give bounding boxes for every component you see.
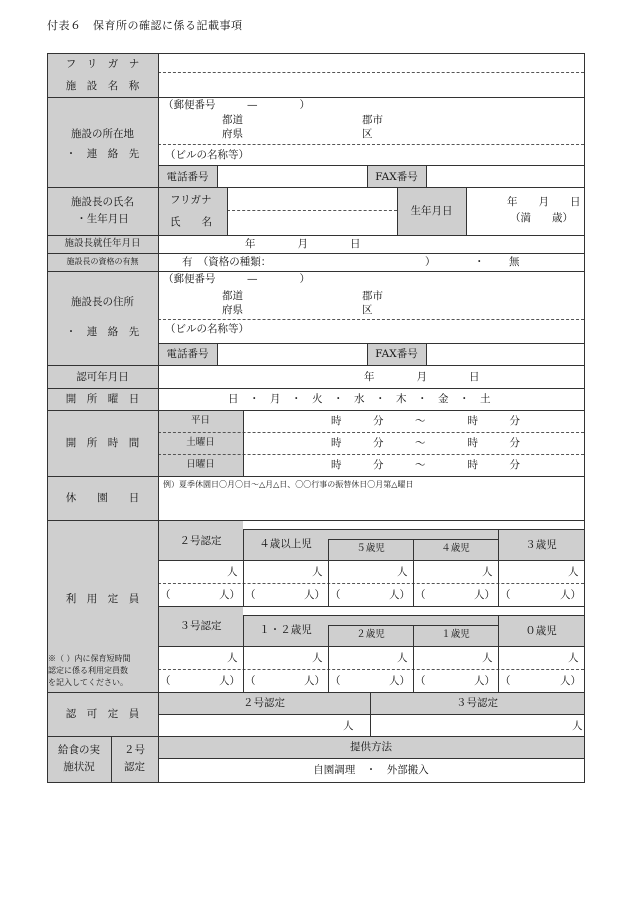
director-furigana-label: フリガナ <box>170 194 212 206</box>
capacity-row1-short-count-4[interactable]: 人） <box>560 589 581 601</box>
capacity-row1-short-count-3[interactable]: 人） <box>474 589 495 601</box>
meals-cert-1: ２号 <box>124 744 145 756</box>
capacity-age12-header: １・２歳児 <box>259 624 312 636</box>
address-postal: （郵便番号 — ） <box>163 273 310 285</box>
capacity-row1-count-0[interactable]: 人 <box>227 566 238 578</box>
capacity-row2-short-open-2: （ <box>330 675 341 687</box>
capacity-age5-header: ５歳児 <box>356 543 385 554</box>
capacity-row1-short-open-4: （ <box>500 589 511 601</box>
capacity-age2-header: ２歳児 <box>356 629 385 640</box>
capacity-cert2-header: ２号認定 <box>179 535 222 547</box>
meals-cert-2: 認定 <box>124 761 145 773</box>
qualification-close: ） <box>425 256 436 268</box>
approved-capacity-label: 認 可 定 員 <box>65 708 140 720</box>
location-tel-label: 電話番号 <box>166 171 209 183</box>
director-label: 施設長の氏名 <box>71 196 134 208</box>
capacity-age3-header: ３歳児 <box>525 539 557 551</box>
location-building: （ビルの名称等） <box>165 149 249 161</box>
capacity-label: 利 用 定 員 <box>65 593 140 605</box>
capacity-row2-count-3[interactable]: 人 <box>482 652 493 664</box>
location-label-2: ・ 連 絡 先 <box>65 148 140 160</box>
capacity-note-3: を記入してください。 <box>48 678 128 687</box>
open-days-label: 開 所 曜 日 <box>65 393 140 405</box>
approved-cert3-header: ３号認定 <box>456 697 498 709</box>
capacity-row2-short-open-0: （ <box>160 675 171 687</box>
approval-value[interactable]: 年 月 日 <box>364 371 480 383</box>
approved-cert3-unit[interactable]: 人 <box>572 720 583 732</box>
hours-day-weekday: 平日 <box>190 415 210 426</box>
hours-day-sunday: 日曜日 <box>186 459 215 470</box>
address-label: 施設長の住所 <box>71 296 134 308</box>
meals-method-header: 提供方法 <box>350 741 392 753</box>
capacity-age4-header: ４歳児 <box>441 543 470 554</box>
hours-value-weekday[interactable]: 時 分 ～ 時 分 <box>331 415 520 427</box>
form-table <box>47 53 585 783</box>
capacity-age0-header: ０歳児 <box>525 625 557 637</box>
qualification-label: 施設長の資格の有無 <box>66 257 139 266</box>
location-gunshi-2: 区 <box>362 128 373 140</box>
capacity-row2-count-0[interactable]: 人 <box>227 652 238 664</box>
hours-value-saturday[interactable]: 時 分 ～ 時 分 <box>331 437 520 449</box>
form-title: 付表６ 保育所の確認に係る記載事項 <box>47 19 243 32</box>
director-birth-value[interactable]: 年 月 日 <box>507 196 581 208</box>
address-todofu-2: 府県 <box>222 304 243 316</box>
capacity-row1-short-open-2: （ <box>330 589 341 601</box>
address-todofu-1: 都道 <box>222 290 243 302</box>
capacity-cert3-header: ３号認定 <box>179 620 222 632</box>
capacity-row2-short-count-0[interactable]: 人） <box>219 675 240 687</box>
capacity-row2-short-open-3: （ <box>415 675 426 687</box>
capacity-over4-header: ４歳以上児 <box>259 538 312 550</box>
location-todofu-1: 都道 <box>222 114 243 126</box>
capacity-row2-short-count-2[interactable]: 人） <box>389 675 410 687</box>
meals-label-2: 施状況 <box>63 761 95 773</box>
capacity-row2-count-1[interactable]: 人 <box>312 652 323 664</box>
location-postal: （郵便番号 — ） <box>163 99 310 111</box>
location-label: 施設の所在地 <box>71 128 134 140</box>
facility-name-label: 施 設 名 称 <box>65 80 140 92</box>
capacity-row1-short-count-1[interactable]: 人） <box>304 589 325 601</box>
hours-value-sunday[interactable]: 時 分 ～ 時 分 <box>331 459 520 471</box>
address-label-2: ・ 連 絡 先 <box>65 326 140 338</box>
capacity-row1-short-open-1: （ <box>245 589 256 601</box>
open-days-value[interactable]: 日 ・ 月 ・ 火 ・ 水 ・ 木 ・ 金 ・ 土 <box>228 393 491 405</box>
address-building: （ビルの名称等） <box>165 323 249 335</box>
capacity-row1-count-3[interactable]: 人 <box>482 566 493 578</box>
location-fax-label: FAX番号 <box>375 171 418 183</box>
capacity-row2-short-open-4: （ <box>500 675 511 687</box>
capacity-row2-short-open-1: （ <box>245 675 256 687</box>
holidays-example[interactable]: 例）夏季休園日〇月〇日～△月△日、〇〇行事の振替休日〇月第△曜日 <box>163 480 414 489</box>
approval-label: 認可年月日 <box>76 371 129 383</box>
meals-options[interactable]: 自園調理 ・ 外部搬入 <box>313 764 429 776</box>
address-gunshi-1: 郡市 <box>362 290 383 302</box>
capacity-row1-short-count-2[interactable]: 人） <box>389 589 410 601</box>
capacity-row2-short-count-4[interactable]: 人） <box>560 675 581 687</box>
capacity-note-2: 認定に係る利用定員数 <box>48 666 128 675</box>
approved-cert2-header: ２号認定 <box>243 697 285 709</box>
location-gunshi-1: 郡市 <box>362 114 383 126</box>
qualification-yes[interactable]: 有 （資格の種類： <box>182 256 272 268</box>
capacity-row2-count-2[interactable]: 人 <box>397 652 408 664</box>
capacity-row1-short-open-0: （ <box>160 589 171 601</box>
director-name-label: 氏 名 <box>170 216 212 228</box>
capacity-row1-short-count-0[interactable]: 人） <box>219 589 240 601</box>
address-gunshi-2: 区 <box>362 304 373 316</box>
approved-cert2-unit[interactable]: 人 <box>343 720 354 732</box>
address-tel-label: 電話番号 <box>166 348 209 360</box>
address-fax-label: FAX番号 <box>375 348 418 360</box>
director-birth-label: 生年月日 <box>410 205 453 217</box>
appointment-value[interactable]: 年 月 日 <box>245 238 361 250</box>
director-label-2: ・生年月日 <box>76 213 129 225</box>
qualification-dot: ・ <box>474 256 485 268</box>
capacity-row2-short-count-1[interactable]: 人） <box>304 675 325 687</box>
hours-label: 開 所 時 間 <box>65 437 140 449</box>
capacity-row1-count-1[interactable]: 人 <box>312 566 323 578</box>
capacity-row1-short-open-3: （ <box>415 589 426 601</box>
capacity-row2-short-count-3[interactable]: 人） <box>474 675 495 687</box>
location-todofu-2: 府県 <box>222 128 243 140</box>
director-age-value[interactable]: （満 歳） <box>510 212 573 224</box>
hours-day-saturday: 土曜日 <box>186 437 215 448</box>
qualification-no[interactable]: 無 <box>509 256 520 268</box>
holidays-label: 休 園 日 <box>65 492 140 504</box>
capacity-row1-count-2[interactable]: 人 <box>397 566 408 578</box>
capacity-row2-count-4[interactable]: 人 <box>568 652 579 664</box>
capacity-note-1: ※（ ）内に保育短時間 <box>48 654 131 663</box>
furigana-label: フ リ ガ ナ <box>65 58 140 70</box>
capacity-age1-header: １歳児 <box>441 629 470 640</box>
appointment-label: 施設長就任年月日 <box>64 238 141 249</box>
capacity-row1-count-4[interactable]: 人 <box>568 566 579 578</box>
meals-label-1: 給食の実 <box>58 744 100 756</box>
